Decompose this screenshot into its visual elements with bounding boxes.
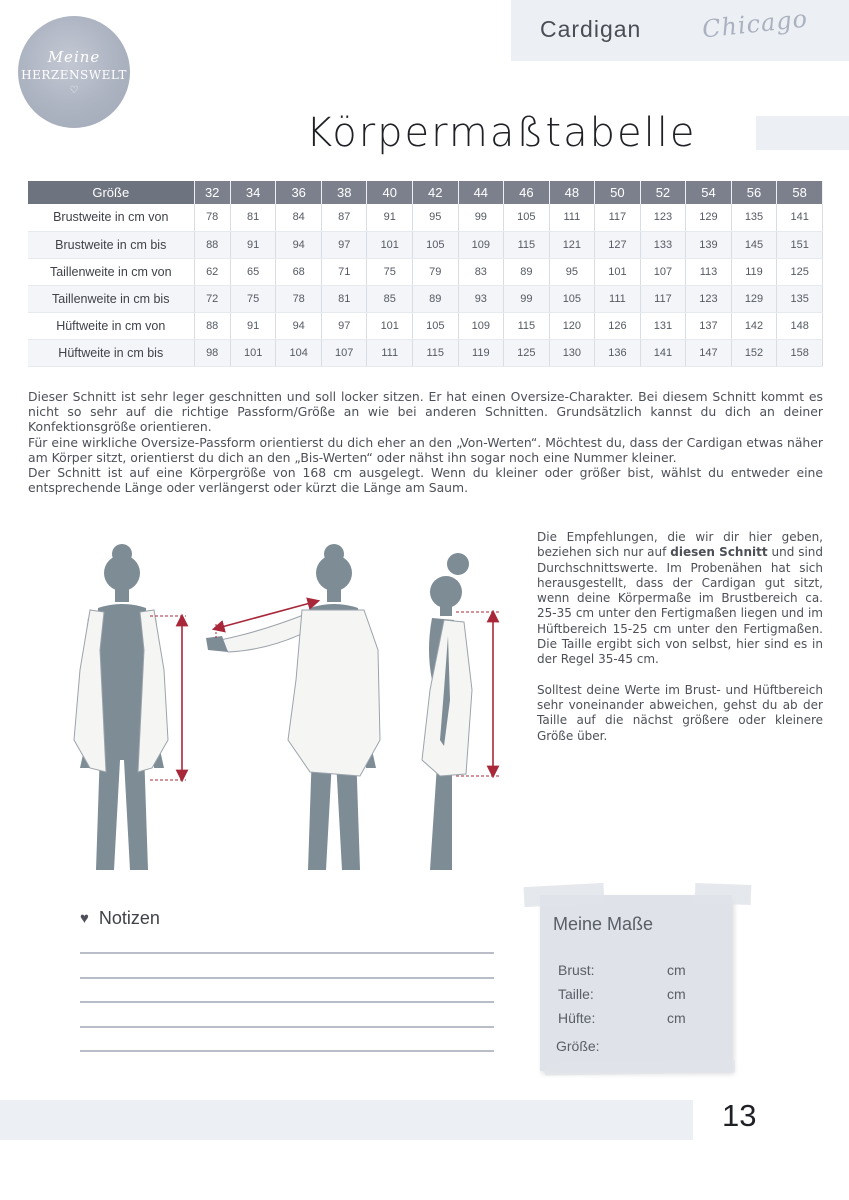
measurement-cell: 101 bbox=[595, 258, 641, 285]
measurement-cell: 71 bbox=[321, 258, 367, 285]
recommendation-emphasis: diesen Schnitt bbox=[670, 545, 768, 560]
measurement-row bbox=[28, 312, 823, 339]
measurement-cell: 119 bbox=[731, 258, 777, 285]
measurement-cell: 105 bbox=[413, 231, 459, 258]
tape-strip bbox=[695, 883, 752, 905]
measurement-cell: 117 bbox=[595, 204, 641, 231]
size-header-cell: 48 bbox=[549, 181, 595, 204]
measurement-cell: 120 bbox=[549, 312, 595, 339]
size-header-cell: 52 bbox=[640, 181, 686, 204]
measurement-cell: 125 bbox=[504, 339, 550, 366]
measurement-cell: 141 bbox=[640, 339, 686, 366]
page-number: 13 bbox=[722, 1098, 757, 1133]
measurement-cell: 136 bbox=[595, 339, 641, 366]
size-header-cell: 34 bbox=[230, 181, 276, 204]
measurement-cell: 129 bbox=[731, 285, 777, 312]
measurement-cell: 147 bbox=[686, 339, 732, 366]
measurement-cell: 94 bbox=[276, 231, 322, 258]
intro-text bbox=[28, 389, 823, 495]
measurement-row bbox=[28, 231, 823, 258]
measurement-figures-illustration bbox=[60, 540, 520, 885]
measurement-row-label: Brustweite in cm bis bbox=[28, 231, 194, 258]
measurement-cell: 75 bbox=[367, 258, 413, 285]
measurement-row-label: Hüftweite in cm von bbox=[28, 312, 194, 339]
measurement-row-label: Hüftweite in cm bis bbox=[28, 339, 194, 366]
logo-heart-icon: ♡ bbox=[69, 85, 79, 96]
measurement-cell: 107 bbox=[640, 258, 686, 285]
size-header-cell: 40 bbox=[367, 181, 413, 204]
measurement-cell: 97 bbox=[321, 231, 367, 258]
measurement-cell: 142 bbox=[731, 312, 777, 339]
logo-wordmark: HERZENSWELT bbox=[21, 68, 127, 82]
measurement-cell: 111 bbox=[595, 285, 641, 312]
measurement-cell: 81 bbox=[321, 285, 367, 312]
measure-label-hip: Hüfte: bbox=[558, 1010, 596, 1026]
note-line bbox=[80, 977, 494, 979]
footer-band bbox=[0, 1100, 693, 1140]
size-header-label: Größe bbox=[28, 181, 194, 204]
measurement-cell: 119 bbox=[458, 339, 504, 366]
recommendation-text bbox=[537, 530, 823, 744]
measurement-cell: 99 bbox=[458, 204, 504, 231]
measurement-cell: 107 bbox=[321, 339, 367, 366]
measurement-cell: 101 bbox=[230, 339, 276, 366]
measure-unit-waist: cm bbox=[667, 986, 686, 1002]
intro-paragraph: Dieser Schnitt ist sehr leger geschnitten und soll locker sitzen. Er hat einen Oversize-Charakter. Bei diesem Schnitt kommt es nicht so sehr auf die richtige Passform/Größe an wie bei anderen Schnitten. Grundsätzlich kannst du dich an deiner Konfektionsgröße orientieren. bbox=[28, 389, 823, 435]
measurement-cell: 109 bbox=[458, 231, 504, 258]
measurement-cell: 111 bbox=[549, 204, 595, 231]
measurement-cell: 135 bbox=[731, 204, 777, 231]
recommendation-paragraph: Solltest deine Werte im Brust- und Hüftbereich sehr voneinander abweichen, gehst du ab der Taille auf die nächst größere oder kleinere Größe über. bbox=[537, 682, 823, 743]
recommendation-paragraph bbox=[537, 530, 823, 668]
measurement-cell: 131 bbox=[640, 312, 686, 339]
measurement-cell: 95 bbox=[413, 204, 459, 231]
measurement-cell: 130 bbox=[549, 339, 595, 366]
side-figure bbox=[422, 553, 500, 870]
measurement-cell: 121 bbox=[549, 231, 595, 258]
measurement-cell: 84 bbox=[276, 204, 322, 231]
measurement-cell: 133 bbox=[640, 231, 686, 258]
measurement-cell: 85 bbox=[367, 285, 413, 312]
measurement-cell: 101 bbox=[367, 231, 413, 258]
measurement-cell: 123 bbox=[686, 285, 732, 312]
measurement-cell: 158 bbox=[777, 339, 823, 366]
measurement-cell: 97 bbox=[321, 312, 367, 339]
size-header-cell: 46 bbox=[504, 181, 550, 204]
measurement-cell: 68 bbox=[276, 258, 322, 285]
measurement-cell: 105 bbox=[413, 312, 459, 339]
logo-script: Meine bbox=[47, 48, 101, 66]
measurement-cell: 91 bbox=[367, 204, 413, 231]
measurement-row-label: Brustweite in cm von bbox=[28, 204, 194, 231]
measurement-cell: 129 bbox=[686, 204, 732, 231]
measurement-cell: 78 bbox=[194, 204, 230, 231]
measurement-cell: 95 bbox=[549, 258, 595, 285]
my-measurements-title: Meine Maße bbox=[553, 914, 654, 934]
measurement-cell: 109 bbox=[458, 312, 504, 339]
measurement-cell: 135 bbox=[777, 285, 823, 312]
measurement-cell: 87 bbox=[321, 204, 367, 231]
size-header-cell: 36 bbox=[276, 181, 322, 204]
note-line bbox=[80, 1026, 494, 1028]
measurement-cell: 152 bbox=[731, 339, 777, 366]
size-table-header bbox=[28, 181, 823, 204]
measurement-cell: 141 bbox=[777, 204, 823, 231]
pattern-script-name: Chicago bbox=[700, 4, 810, 44]
measurement-cell: 94 bbox=[276, 312, 322, 339]
measurement-cell: 89 bbox=[413, 285, 459, 312]
recommendation-text-part: und sind Durchschnittswerte. Im Probenähen hat sich herausgestellt, dass der Cardigan gut sitzt, wenn deine Körpermaße im Brustbereich ca. 25-35 cm unter den Fertigmaßen liegen und im Hüftbereich 15-25 cm unter den Fertigmaßen. Die Taille ergibt sich von selbst, hier sind es in der Regel 35-45 cm. bbox=[537, 545, 824, 667]
measurement-cell: 88 bbox=[194, 231, 230, 258]
measurement-cell: 137 bbox=[686, 312, 732, 339]
measurement-cell: 151 bbox=[777, 231, 823, 258]
measurement-row bbox=[28, 204, 823, 231]
size-header-cell: 58 bbox=[777, 181, 823, 204]
measure-label-waist: Taille: bbox=[558, 986, 594, 1002]
measurement-cell: 72 bbox=[194, 285, 230, 312]
measurement-cell: 79 bbox=[413, 258, 459, 285]
recommendation-text-part: Die Empfehlungen, die wir dir hier geben, beziehen sich nur auf bbox=[537, 530, 823, 560]
brand-logo bbox=[18, 16, 130, 128]
measurement-row-label: Taillenweite in cm bis bbox=[28, 285, 194, 312]
measurement-cell: 75 bbox=[230, 285, 276, 312]
measurement-row bbox=[28, 339, 823, 366]
measurement-row bbox=[28, 258, 823, 285]
measure-unit-hip: cm bbox=[667, 1010, 686, 1026]
measurement-cell: 93 bbox=[458, 285, 504, 312]
measurement-cell: 105 bbox=[504, 204, 550, 231]
measurement-cell: 98 bbox=[194, 339, 230, 366]
tape-strip bbox=[524, 883, 605, 907]
measurement-cell: 65 bbox=[230, 258, 276, 285]
measure-label-bust: Brust: bbox=[558, 962, 595, 978]
measurement-cell: 123 bbox=[640, 204, 686, 231]
measurement-cell: 104 bbox=[276, 339, 322, 366]
measurement-row-label: Taillenweite in cm von bbox=[28, 258, 194, 285]
note-line bbox=[80, 1001, 494, 1003]
front-figure bbox=[74, 544, 186, 870]
notes-heading bbox=[80, 908, 160, 929]
size-header-cell: 32 bbox=[194, 181, 230, 204]
pattern-title: Cardigan bbox=[540, 16, 642, 42]
measurement-cell: 88 bbox=[194, 312, 230, 339]
size-header-cell: 56 bbox=[731, 181, 777, 204]
size-header-cell: 54 bbox=[686, 181, 732, 204]
measurement-cell: 111 bbox=[367, 339, 413, 366]
heart-icon: ♥ bbox=[80, 910, 89, 927]
measurement-cell: 105 bbox=[549, 285, 595, 312]
measurement-cell: 127 bbox=[595, 231, 641, 258]
note-line bbox=[80, 952, 494, 954]
measurement-cell: 101 bbox=[367, 312, 413, 339]
size-header-cell: 42 bbox=[413, 181, 459, 204]
size-header-cell: 50 bbox=[595, 181, 641, 204]
page-title: Körpermaßtabelle bbox=[306, 110, 697, 156]
measurement-cell: 125 bbox=[777, 258, 823, 285]
title-band bbox=[756, 116, 849, 150]
measurement-cell: 91 bbox=[230, 312, 276, 339]
measurement-cell: 81 bbox=[230, 204, 276, 231]
note-line bbox=[80, 1050, 494, 1052]
intro-paragraph: Für eine wirkliche Oversize-Passform orientierst du dich eher an den „Von-Werten“. Möchtest du, dass der Cardigan etwas näher am Körper sitzt, orientierst du dich an den „Bis-Werten“ oder nähst ihn sogar noch eine Nummer kleiner. bbox=[28, 434, 823, 465]
size-table bbox=[28, 181, 823, 367]
measure-unit-bust: cm bbox=[667, 962, 686, 978]
measurement-cell: 83 bbox=[458, 258, 504, 285]
measurement-cell: 145 bbox=[731, 231, 777, 258]
measurement-cell: 115 bbox=[413, 339, 459, 366]
measurement-cell: 78 bbox=[276, 285, 322, 312]
measurement-cell: 115 bbox=[504, 231, 550, 258]
tape-strip bbox=[545, 1060, 735, 1075]
intro-paragraph: Der Schnitt ist auf eine Körpergröße von 168 cm ausgelegt. Wenn du kleiner oder größer bist, wählst du entweder eine entsprechende Länge oder verlängerst oder kürzt die Länge am Saum. bbox=[28, 465, 823, 496]
measurement-cell: 139 bbox=[686, 231, 732, 258]
measurement-cell: 117 bbox=[640, 285, 686, 312]
size-header-cell: 44 bbox=[458, 181, 504, 204]
measurement-cell: 99 bbox=[504, 285, 550, 312]
measurement-cell: 62 bbox=[194, 258, 230, 285]
measurement-cell: 91 bbox=[230, 231, 276, 258]
measurement-cell: 89 bbox=[504, 258, 550, 285]
measurement-cell: 126 bbox=[595, 312, 641, 339]
measurement-cell: 115 bbox=[504, 312, 550, 339]
size-header-cell: 38 bbox=[321, 181, 367, 204]
measurement-cell: 113 bbox=[686, 258, 732, 285]
measurement-row bbox=[28, 285, 823, 312]
notes-title: Notizen bbox=[98, 908, 160, 928]
back-figure bbox=[206, 544, 380, 870]
measure-label-size: Größe: bbox=[556, 1038, 600, 1054]
measurement-cell: 148 bbox=[777, 312, 823, 339]
size-table-body bbox=[28, 204, 823, 366]
